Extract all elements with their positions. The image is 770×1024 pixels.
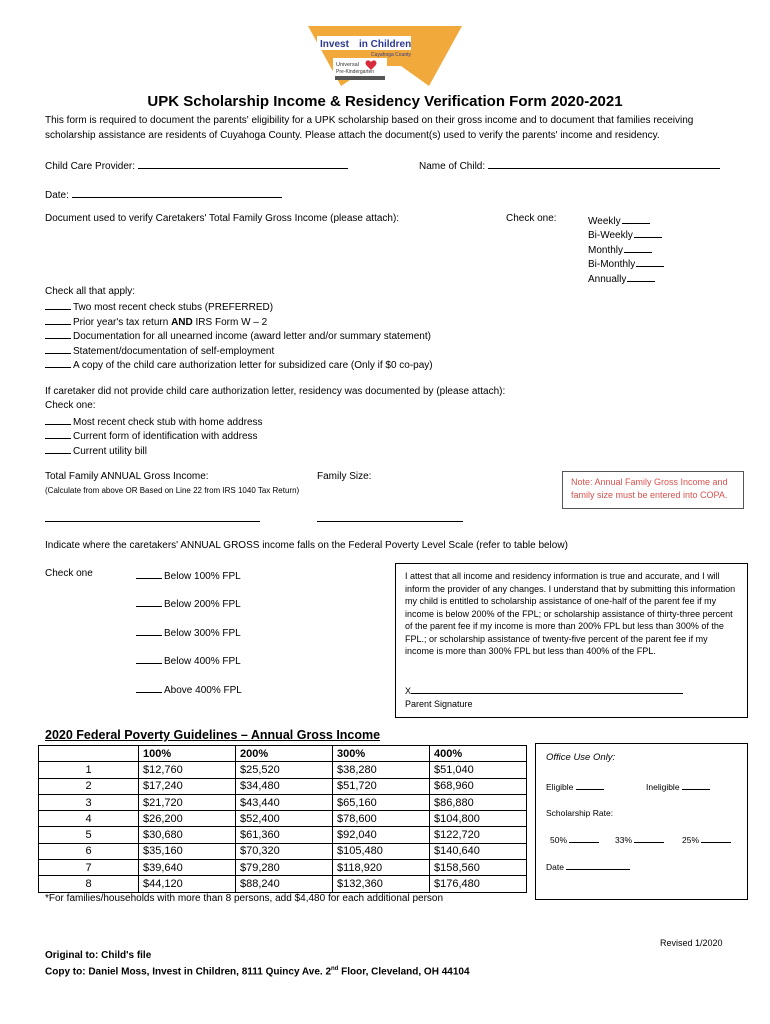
income-cell: $65,160 bbox=[333, 794, 430, 810]
fpl-option[interactable]: Below 400% FPL bbox=[136, 653, 241, 667]
signature-x: X bbox=[405, 686, 412, 696]
income-cell: $132,360 bbox=[333, 876, 430, 892]
logo-prek: Pre-Kindergarten bbox=[336, 69, 375, 75]
total-income-label: Total Family ANNUAL Gross Income: bbox=[45, 471, 209, 482]
income-cell: $78,600 bbox=[333, 811, 430, 827]
income-cell: 300% bbox=[333, 746, 430, 762]
office-rate-25[interactable]: 25% bbox=[682, 834, 731, 845]
family-size-line[interactable] bbox=[317, 510, 463, 522]
income-cell: $140,640 bbox=[430, 843, 527, 859]
check-item[interactable]: Documentation for all unearned income (award letter and/or summary statement) bbox=[45, 328, 545, 342]
form-intro: This form is required to document the parents' eligibility for a UPK scholarship based on their gross income and to document that families receiving scholarship assistance are residents of Cuyahoga County. Please attach the document(s) used to verify the parents' income and residency. bbox=[45, 115, 694, 141]
household-size-cell: 6 bbox=[39, 843, 139, 859]
provider-field[interactable] bbox=[45, 157, 348, 172]
office-title: Office Use Only: bbox=[546, 752, 616, 763]
household-size-cell bbox=[39, 746, 139, 762]
signature-field[interactable] bbox=[405, 685, 683, 698]
income-cell: $25,520 bbox=[236, 762, 333, 778]
guidelines-row bbox=[39, 794, 527, 810]
check-all-section bbox=[45, 285, 545, 371]
child-name-label: Name of Child: bbox=[419, 161, 486, 172]
guidelines-header-row bbox=[39, 746, 527, 762]
household-size-cell: 7 bbox=[39, 860, 139, 876]
fpl-option[interactable]: Below 200% FPL bbox=[136, 596, 241, 610]
copa-note: Note: Annual Family Gross Income and family size must be entered into COPA. bbox=[562, 471, 744, 509]
income-cell: $30,680 bbox=[139, 827, 236, 843]
signature-label: Parent Signature bbox=[405, 699, 473, 709]
family-size-label: Family Size: bbox=[317, 471, 372, 482]
check-item[interactable]: Prior year's tax return AND IRS Form W – 2 bbox=[45, 314, 545, 328]
income-cell: $17,240 bbox=[139, 778, 236, 794]
fpl-option[interactable]: Above 400% FPL bbox=[136, 682, 242, 696]
guidelines-row bbox=[39, 827, 527, 843]
office-ineligible[interactable]: Ineligible bbox=[646, 781, 710, 792]
frequency-weekly[interactable]: Weekly bbox=[588, 213, 678, 227]
office-rate-label: Scholarship Rate: bbox=[546, 808, 614, 818]
household-size-cell: 4 bbox=[39, 811, 139, 827]
income-cell: 400% bbox=[430, 746, 527, 762]
frequency-list bbox=[588, 213, 678, 285]
income-cell: $70,320 bbox=[236, 843, 333, 859]
income-cell: $34,480 bbox=[236, 778, 333, 794]
guidelines-row bbox=[39, 762, 527, 778]
residency-item[interactable]: Current form of identification with address bbox=[45, 428, 645, 442]
guidelines-footnote: *For families/households with more than 8 persons, add $4,480 for each additional person bbox=[45, 893, 444, 904]
child-name-field[interactable] bbox=[419, 157, 720, 172]
child-name-line[interactable] bbox=[488, 157, 720, 169]
logo-universal: Universal bbox=[336, 62, 359, 68]
income-cell: $39,640 bbox=[139, 860, 236, 876]
guidelines-row bbox=[39, 860, 527, 876]
income-cell: $21,720 bbox=[139, 794, 236, 810]
office-rate-50[interactable]: 50% bbox=[550, 834, 599, 845]
provider-label: Child Care Provider: bbox=[45, 161, 136, 172]
fpl-option[interactable]: Below 100% FPL bbox=[136, 568, 241, 582]
fpl-check-one: Check one bbox=[45, 568, 93, 579]
date-label: Date: bbox=[45, 190, 69, 201]
frequency-monthly[interactable]: Monthly bbox=[588, 242, 678, 256]
household-size-cell: 1 bbox=[39, 762, 139, 778]
income-cell: $176,480 bbox=[430, 876, 527, 892]
income-cell: $118,920 bbox=[333, 860, 430, 876]
total-income-sub: (Calculate from above OR Based on Line 22 from IRS 1040 Tax Return) bbox=[45, 486, 300, 495]
date-field[interactable] bbox=[45, 186, 282, 201]
income-cell: $158,560 bbox=[430, 860, 527, 876]
guidelines-row bbox=[39, 843, 527, 859]
fpl-instruction: Indicate where the caretakers' ANNUAL GROSS income falls on the Federal Poverty Level Scale (refer to table below) bbox=[45, 540, 568, 551]
guidelines-row bbox=[39, 876, 527, 892]
fpl-option[interactable]: Below 300% FPL bbox=[136, 625, 241, 639]
check-item[interactable]: Statement/documentation of self-employment bbox=[45, 343, 545, 357]
income-cell: $68,960 bbox=[430, 778, 527, 794]
income-cell: $92,040 bbox=[333, 827, 430, 843]
revised-date: Revised 1/2020 bbox=[660, 938, 723, 948]
income-cell: $51,720 bbox=[333, 778, 430, 794]
income-cell: $35,160 bbox=[139, 843, 236, 859]
guidelines-row bbox=[39, 811, 527, 827]
attestation-text: I attest that all income and residency information is true and accurate, and I will inform the provider of any changes. I understand that by submitting this information my child is entitled to scholarship assistance of one-half of the parent fee if my income is below 200% of the FPL; or scholarship assistance of thirty-three percent of the parent fee if my income is more than 200% FPL but less than 300% of the FPL.; or scholarship assistance of twenty-five percent of the parent fee if my income is more than 300% FPL but less than 400% of the FPL. bbox=[405, 571, 736, 656]
residency-section bbox=[45, 385, 645, 457]
income-cell: 200% bbox=[236, 746, 333, 762]
provider-line[interactable] bbox=[138, 157, 348, 169]
office-date[interactable]: Date bbox=[546, 861, 630, 872]
household-size-cell: 2 bbox=[39, 778, 139, 794]
guidelines-row bbox=[39, 778, 527, 794]
frequency-biweekly[interactable]: Bi-Weekly bbox=[588, 227, 678, 241]
check-item[interactable]: Two most recent check stubs (PREFERRED) bbox=[45, 299, 545, 313]
income-cell: $26,200 bbox=[139, 811, 236, 827]
check-all-heading: Check all that apply: bbox=[45, 286, 136, 297]
residency-item[interactable]: Current utility bill bbox=[45, 443, 645, 457]
household-size-cell: 5 bbox=[39, 827, 139, 843]
logo-county: Cuyahoga County bbox=[371, 52, 412, 58]
office-rate-33[interactable]: 33% bbox=[615, 834, 664, 845]
residency-item[interactable]: Most recent check stub with home address bbox=[45, 414, 645, 428]
logo-children: in Children bbox=[359, 39, 412, 50]
logo-invest: Invest bbox=[320, 39, 349, 50]
copy-to: Copy to: Daniel Moss, Invest in Children, 8111 Quincy Ave. 2nd Floor, Cleveland, OH 44104 bbox=[45, 966, 470, 978]
income-cell: $61,360 bbox=[236, 827, 333, 843]
household-size-cell: 8 bbox=[39, 876, 139, 892]
income-cell: $79,280 bbox=[236, 860, 333, 876]
guidelines-table-wrap bbox=[38, 745, 527, 893]
check-item[interactable]: A copy of the child care authorization letter for subsidized care (Only if $0 co-pay) bbox=[45, 357, 545, 371]
income-cell: $12,760 bbox=[139, 762, 236, 778]
residency-check-one: Check one: bbox=[45, 400, 96, 412]
income-cell: $105,480 bbox=[333, 843, 430, 859]
income-cell: $44,120 bbox=[139, 876, 236, 892]
income-cell: $86,880 bbox=[430, 794, 527, 810]
attestation-box bbox=[395, 563, 748, 718]
income-cell: $52,400 bbox=[236, 811, 333, 827]
income-cell: $38,280 bbox=[333, 762, 430, 778]
invest-in-children-logo bbox=[305, 22, 465, 88]
office-eligible[interactable]: Eligible bbox=[546, 781, 604, 792]
date-line[interactable] bbox=[72, 186, 282, 198]
guidelines-table bbox=[38, 745, 527, 893]
income-cell: $88,240 bbox=[236, 876, 333, 892]
household-size-cell: 3 bbox=[39, 794, 139, 810]
form-title: UPK Scholarship Income & Residency Verification Form 2020-2021 bbox=[147, 93, 623, 110]
income-cell: $122,720 bbox=[430, 827, 527, 843]
income-cell: 100% bbox=[139, 746, 236, 762]
signature-line[interactable] bbox=[411, 685, 683, 694]
income-doc-label: Document used to verify Caretakers' Total Family Gross Income (please attach): bbox=[45, 213, 400, 224]
office-use-box bbox=[535, 743, 748, 900]
frequency-check-one: Check one: bbox=[506, 213, 557, 224]
guidelines-title: 2020 Federal Poverty Guidelines – Annual Gross Income bbox=[45, 728, 381, 742]
total-income-line[interactable] bbox=[45, 510, 260, 522]
income-cell: $51,040 bbox=[430, 762, 527, 778]
frequency-annually[interactable]: Annually bbox=[588, 271, 678, 285]
frequency-bimonthly[interactable]: Bi-Monthly bbox=[588, 256, 678, 270]
residency-heading: If caretaker did not provide child care authorization letter, residency was documented by (please attach): bbox=[45, 386, 506, 397]
original-to: Original to: Child's file bbox=[45, 950, 152, 961]
income-cell: $104,800 bbox=[430, 811, 527, 827]
income-cell: $43,440 bbox=[236, 794, 333, 810]
